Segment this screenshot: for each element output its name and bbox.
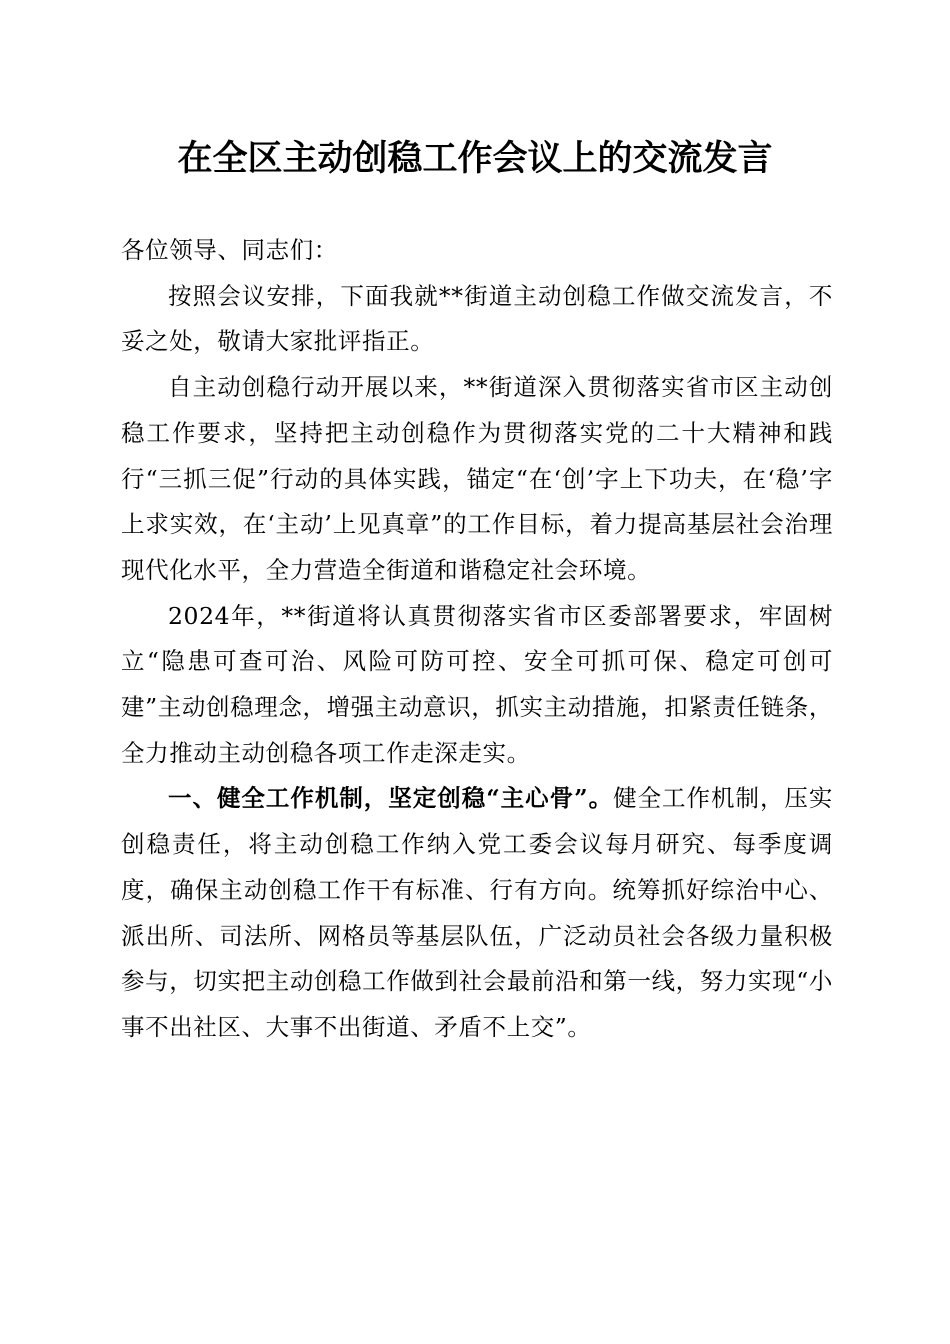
- paragraph-section-1: [121, 776, 833, 1050]
- paragraph-intro: 按照会议安排，下面我就**街道主动创稳工作做交流发言，不妥之处，敬请大家批评指正。: [121, 281, 833, 356]
- paragraph-background: 自主动创稳行动开展以来，**街道深入贯彻落实省市区主动创稳工作要求，坚持把主动创稳作为贯彻落实党的二十大精神和践行“三抓三促”行动的具体实践，锚定“在‘创’字上下功夫，在‘稳’字上求实效，在‘主动’上见真章”的工作目标，着力提高基层社会治理现代化水平，全力营造全街道和谐稳定社会环境。: [121, 373, 833, 584]
- paragraph-plan-2024: 2024年，**街道将认真贯彻落实省市区委部署要求，牢固树立“隐患可查可治、风险可防可控、安全可抓可保、稳定可创可建”主动创稳理念，增强主动意识，抓实主动措施，扣紧责任链条，全力推动主动创稳各项工作走深走实。: [121, 601, 833, 767]
- section-1-heading: 一、健全工作机制，坚定创稳“主心骨”。: [168, 784, 614, 813]
- salutation: 各位领导、同志们：: [121, 236, 338, 264]
- section-1-text: 健全工作机制，压实创稳责任，将主动创稳工作纳入党工委会议每月研究、每季度调度，确保主动创稳工作干有标准、行有方向。统筹抓好综治中心、派出所、司法所、网格员等基层队伍，广泛动员社会各级力量积极参与，切实把主动创稳工作做到社会最前沿和第一线，努力实现“小事不出社区、大事不出街道、矛盾不上交”。: [121, 784, 834, 1041]
- document-body: [121, 228, 833, 1051]
- document-title: 在全区主动创稳工作会议上的交流发言: [177, 138, 773, 179]
